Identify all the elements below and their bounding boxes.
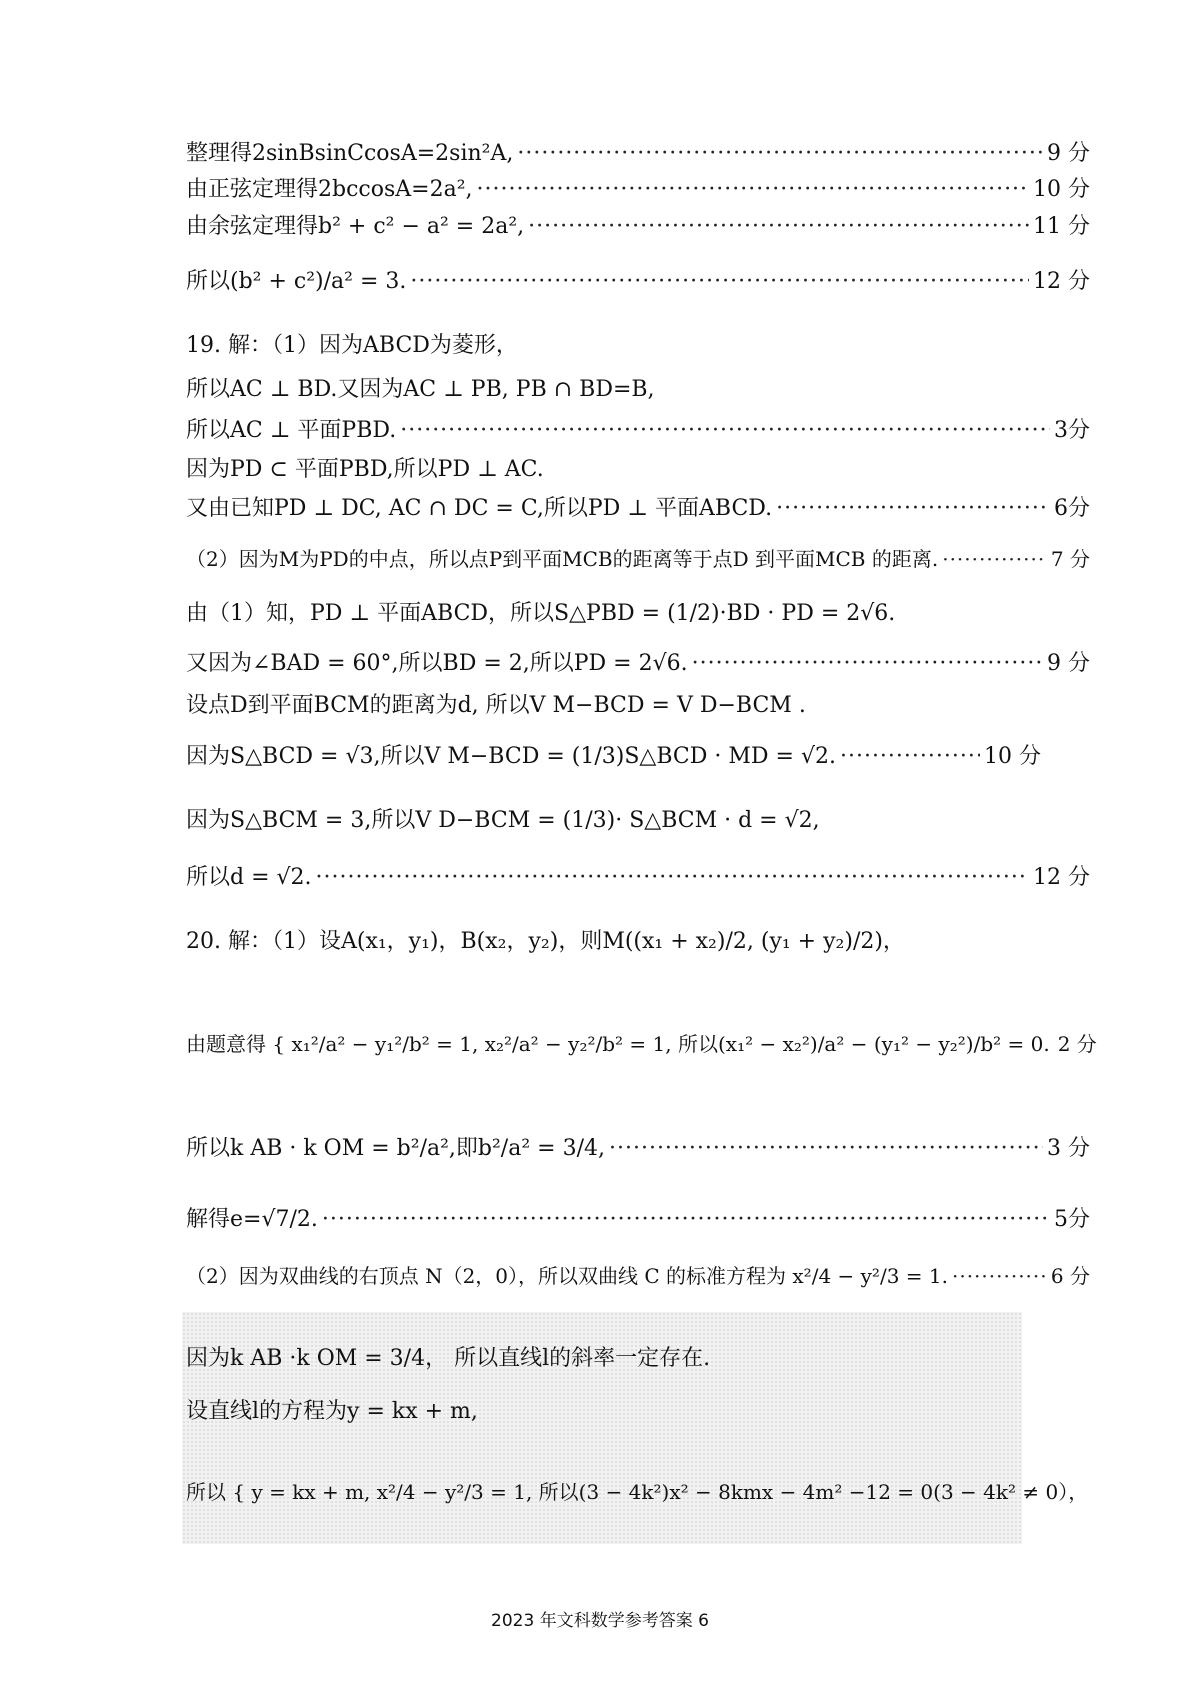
line-text: 由题意得 { x₁²/a² − y₁²/b² = 1, x₂²/a² − y₂²/b² = 1, 所以(x₁² − x₂²)/a² − (y₁² − y₂²)/b² = 0.	[186, 1032, 1050, 1056]
answer-line	[186, 650, 1090, 678]
leader-dots	[609, 1135, 1043, 1163]
answer-line	[186, 600, 1090, 628]
line-text: 所以AC ⊥ BD.又因为AC ⊥ PB, PB ∩ BD=B,	[186, 377, 655, 402]
answer-line	[186, 332, 1090, 360]
answer-line	[186, 1262, 1090, 1290]
answer-line	[186, 1398, 1090, 1426]
line-text: 所以d = √2.	[186, 865, 312, 890]
line-text: （2）因为双曲线的右顶点 N（2，0），所以双曲线 C 的标准方程为 x²/4 − y²/3 = 1.	[186, 1264, 948, 1288]
line-text: 所以AC ⊥ 平面PBD.	[186, 418, 397, 443]
line-text: 解得e=√7/2.	[186, 1207, 318, 1232]
line-score: 12 分	[1033, 269, 1090, 294]
line-score: 6 分	[1050, 1264, 1090, 1288]
answer-line	[186, 692, 1090, 720]
line-score: 5分	[1054, 1207, 1090, 1232]
line-text: （2）因为M为PD的中点，所以点P到平面MCB的距离等于点D 到平面MCB 的距离.	[186, 547, 939, 571]
leader-dots	[528, 213, 1029, 241]
leader-dots	[410, 268, 1029, 296]
leader-dots	[692, 650, 1043, 678]
answer-line	[186, 1135, 1090, 1163]
line-text: 因为k AB ·k OM = 3/4， 所以直线l的斜率一定存在.	[186, 1346, 711, 1371]
line-score: 10 分	[983, 744, 1041, 769]
line-text: 由（1）知，PD ⊥ 平面ABCD，所以S△PBD = (1/2)·BD · PD = 2√6.	[186, 601, 896, 626]
leader-dots	[316, 864, 1029, 892]
answer-line	[186, 807, 1090, 835]
line-text: 因为PD ⊂ 平面PBD,所以PD ⊥ AC.	[186, 457, 544, 482]
line-text: 因为S△BCD = √3,所以V M−BCD = (1/3)S△BCD · MD = √2.	[186, 744, 836, 769]
line-text: 整理得2sinBsinCcosA=2sin²A,	[186, 141, 514, 166]
answer-line	[186, 376, 1090, 404]
leader-dots	[477, 176, 1029, 204]
answer-line	[186, 140, 1090, 168]
line-score: 2 分	[1057, 1032, 1097, 1056]
line-text: 设点D到平面BCM的距离为d, 所以V M−BCD = V D−BCM .	[186, 693, 806, 718]
leader-dots	[517, 140, 1043, 168]
leader-dots	[322, 1206, 1050, 1234]
line-text: 因为S△BCM = 3,所以V D−BCM = (1/3)· S△BCM · d = √2,	[186, 808, 820, 833]
answer-line	[186, 743, 1090, 771]
line-text: 又由已知PD ⊥ DC, AC ∩ DC = C,所以PD ⊥ 平面ABCD.	[186, 496, 773, 521]
line-score: 10 分	[1033, 177, 1090, 202]
line-text: 由余弦定理得b² + c² − a² = 2a²,	[186, 214, 525, 239]
leader-dots	[400, 417, 1050, 445]
line-text: 所以(b² + c²)/a² = 3.	[186, 269, 407, 294]
leader-dots	[952, 1262, 1047, 1290]
line-text: 设直线l的方程为y = kx + m,	[186, 1399, 478, 1424]
leader-dots	[776, 495, 1050, 523]
line-score: 7 分	[1050, 547, 1090, 571]
answer-line	[186, 864, 1090, 892]
answer-line	[186, 1345, 1090, 1373]
answer-line	[186, 545, 1090, 573]
answer-line	[186, 456, 1090, 484]
answer-line	[186, 928, 1090, 956]
line-score: 6分	[1054, 496, 1090, 521]
answer-line	[186, 268, 1090, 296]
answer-line	[186, 1206, 1090, 1234]
answer-line	[186, 213, 1090, 241]
answer-line	[186, 495, 1090, 523]
line-score: 9 分	[1047, 651, 1090, 676]
line-text: 所以 { y = kx + m, x²/4 − y²/3 = 1, 所以(3 − 4k²)x² − 8kmx − 4m² −12 = 0(3 − 4k² ≠ 0），	[186, 1480, 1089, 1504]
line-text: 又因为∠BAD = 60°,所以BD = 2,所以PD = 2√6.	[186, 651, 688, 676]
line-text: 由正弦定理得2bccosA=2a²,	[186, 177, 473, 202]
line-score: 3 分	[1047, 1136, 1090, 1161]
line-text: 20. 解：（1）设A(x₁，y₁)，B(x₂，y₂)，则M((x₁ + x₂)/2, (y₁ + y₂)/2)，	[186, 929, 905, 954]
leader-dots	[942, 545, 1047, 573]
answer-line	[186, 1478, 1090, 1506]
answer-line	[186, 417, 1090, 445]
line-score: 3分	[1054, 418, 1090, 443]
line-text: 所以k AB · k OM = b²/a²,即b²/a² = 3/4,	[186, 1136, 605, 1161]
page-footer: 2023 年文科数学参考答案 6	[491, 1611, 709, 1631]
line-score: 11 分	[1033, 214, 1090, 239]
leader-dots	[840, 743, 980, 771]
line-score: 12 分	[1033, 865, 1090, 890]
line-text: 19. 解：（1）因为ABCD为菱形，	[186, 333, 518, 358]
answer-line	[186, 176, 1090, 204]
line-score: 9 分	[1047, 141, 1090, 166]
answer-line	[186, 1030, 1097, 1058]
